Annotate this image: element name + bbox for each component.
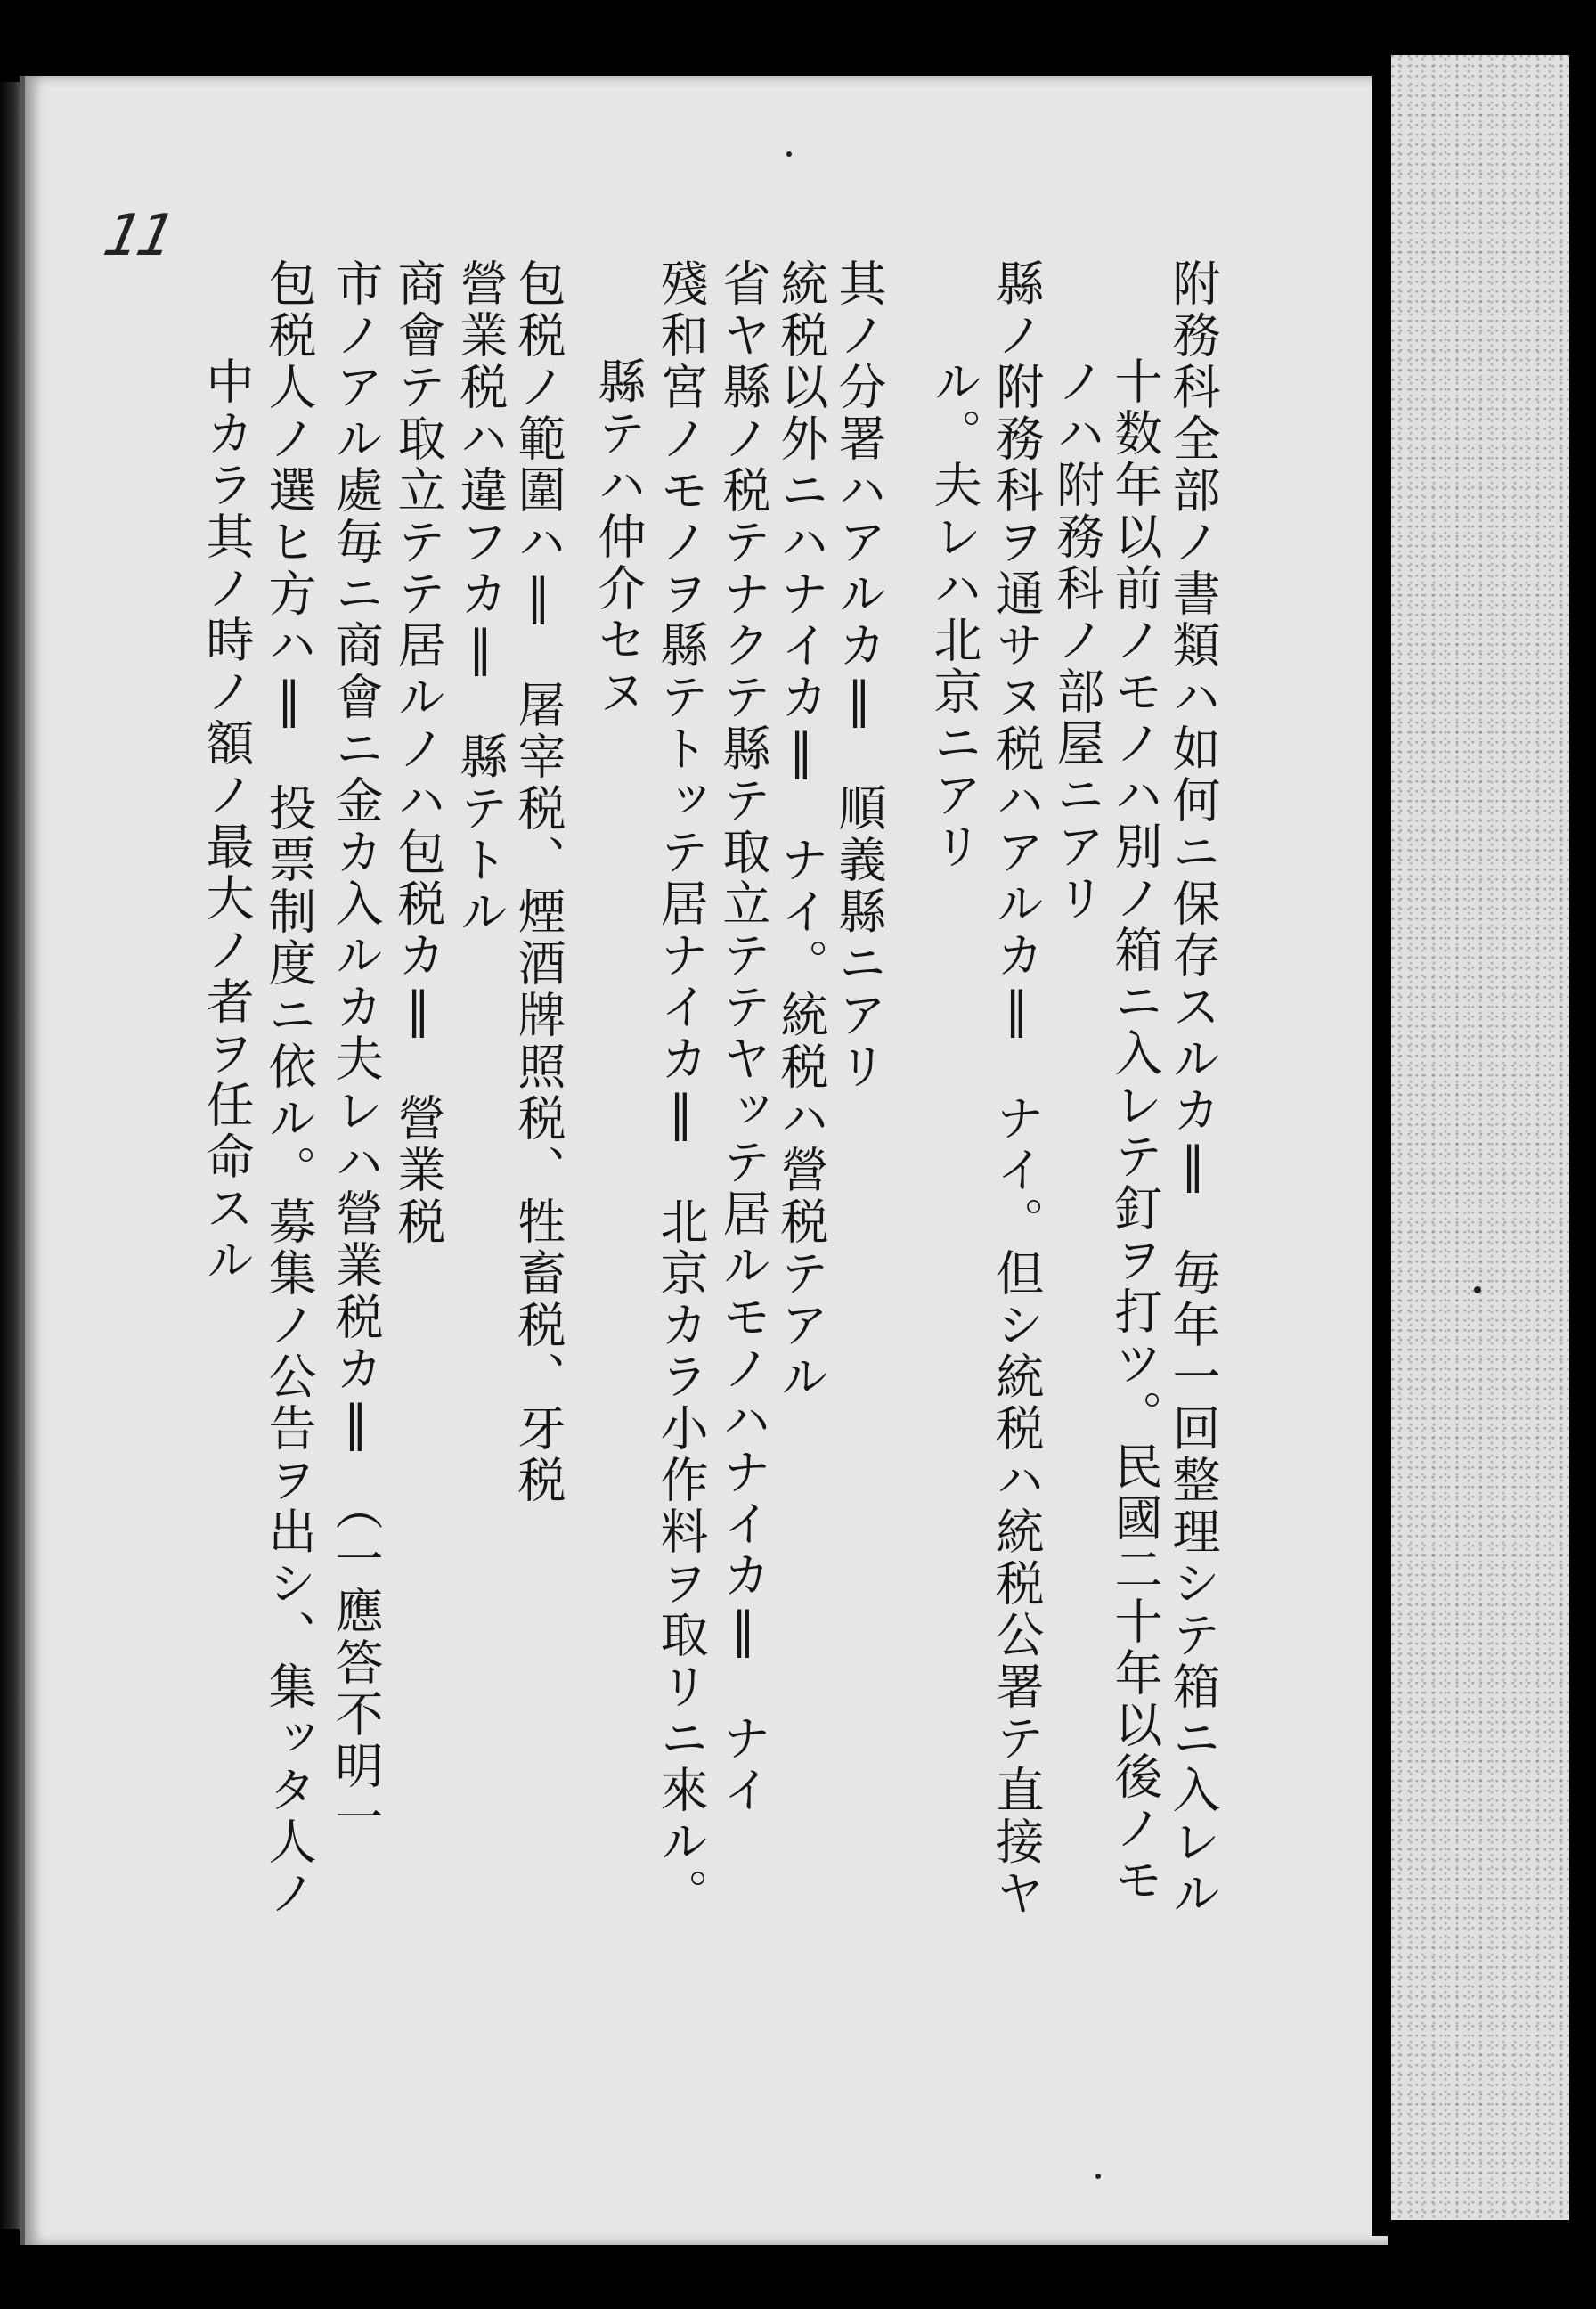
text-column-3: ノハ附務科ノ部屋ニアリ <box>1049 356 1105 925</box>
speck-mark <box>1474 1286 1481 1293</box>
text-column-16: 中カラ其ノ時ノ額ノ最大ノ者ヲ任命スル <box>199 356 255 1286</box>
text-column-6: 其ノ分署ハアルカ‖ 順義縣ニアリ <box>831 258 887 1093</box>
text-column-10: 縣テハ仲介セヌ <box>590 356 647 718</box>
text-column-7: 統税以外ニハナイカ‖ ナイ。統税ハ營税テアル <box>773 258 829 1403</box>
text-column-15: 包税人ノ選ヒ方ハ‖ 投票制度ニ依ル。募集ノ公告ヲ出シ、集ッタ人ノ <box>261 258 317 1920</box>
text-column-14: 市ノアル處毎ニ商會ニ金カ入ルカ夫レハ營業税カ‖ （一應答不明一 <box>328 258 384 1844</box>
text-column-4: 縣ノ附務科ヲ通サヌ税ハアルカ‖ ナイ。但シ統税ハ統税公署テ直接ヤ <box>989 258 1045 1920</box>
page-number: 11 <box>98 203 178 269</box>
text-column-8: 省ヤ縣ノ税テナクテ縣テ取立テテヤッテ居ルモノハナイカ‖ ナイ <box>715 258 771 1816</box>
page-gutter <box>1372 62 1391 2236</box>
text-column-2: 十数年以前ノモノハ別ノ箱ニ入レテ釘ヲ打ツ。民國二十年以後ノモ <box>1107 356 1163 1906</box>
text-column-13: 商會テ取立テテ居ルノハ包税カ‖ 營業税 <box>390 258 446 1248</box>
text-column-12: 營業税ハ違フカ‖ 縣テトル <box>452 258 509 938</box>
adjacent-page <box>1391 55 1569 2220</box>
text-column-11: 包税ノ範圍ハ‖ 屠宰税、煙酒牌照税、牲畜税、牙税 <box>510 258 566 1506</box>
speck-mark <box>1095 2174 1101 2179</box>
text-column-5: ル。夫レハ北京ニアリ <box>926 356 982 873</box>
text-column-9: 殘和宮ノモノヲ縣テトッテ居ナイカ‖ 北京カラ小作料ヲ取リニ來ル。 <box>653 258 709 1920</box>
speck-mark <box>786 151 792 157</box>
text-column-1: 附務科全部ノ書類ハ如何ニ保存スルカ‖ 毎年一回整理シテ箱ニ入レル <box>1165 258 1221 1920</box>
